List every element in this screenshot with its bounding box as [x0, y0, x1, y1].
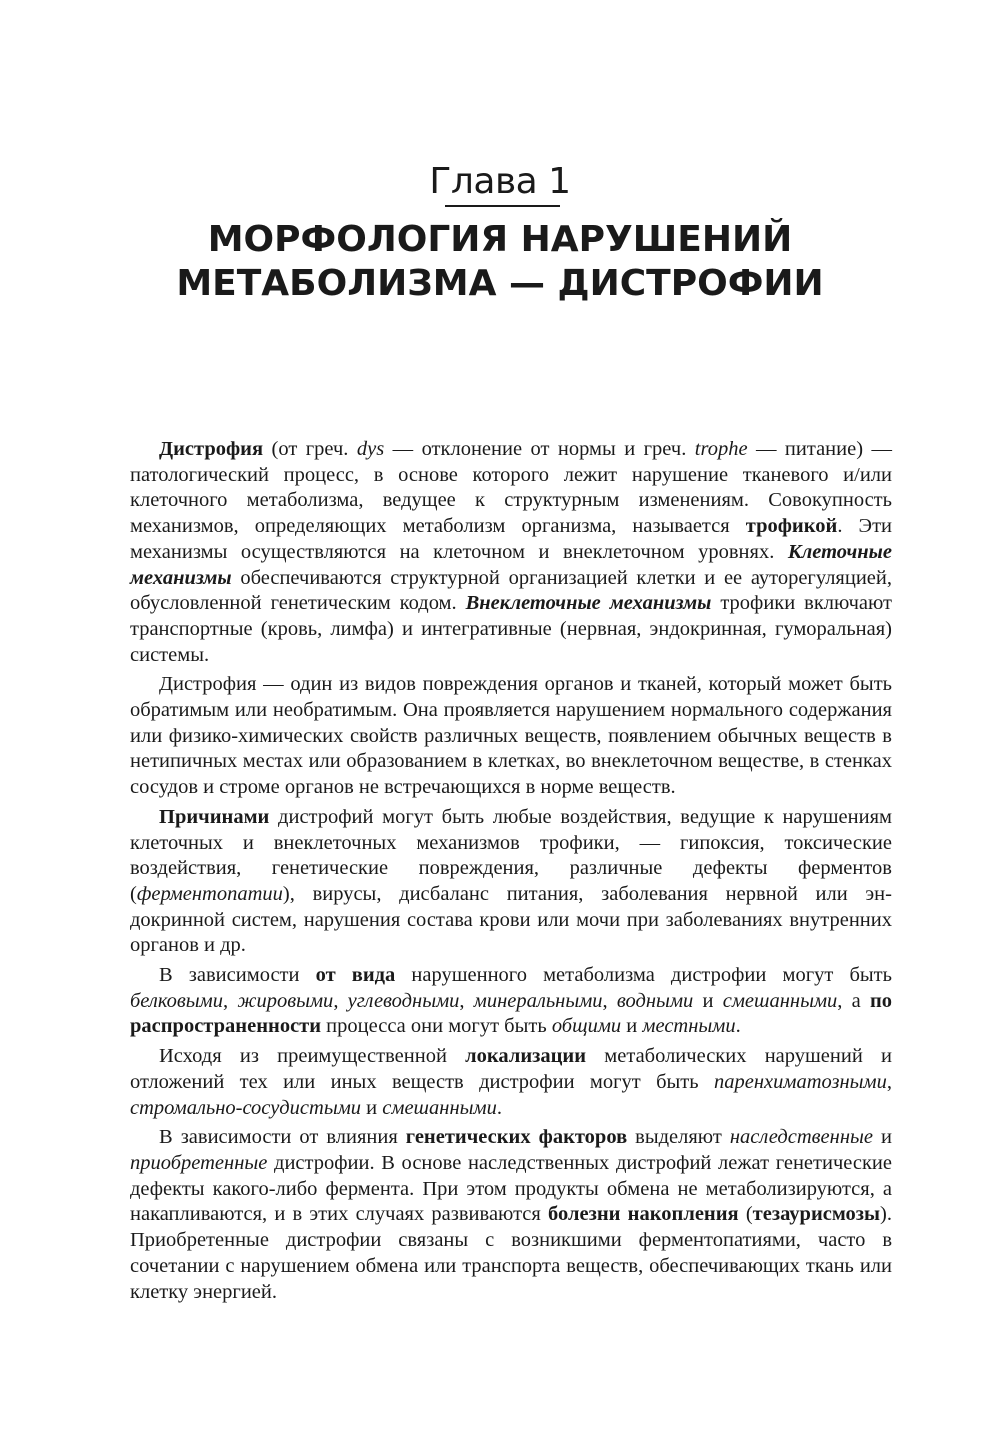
- text-run: (: [738, 1203, 753, 1226]
- emphasis-text: генетических факторов: [405, 1126, 628, 1149]
- text-run: Дистрофия — один из видов повреждения органов и тканей, который может быть обратимым или необратимым. Она проявляется нарушением нормального содержания или физико-химических свойств различных веществ, появлением обычных веществ в нетипичных местах или образованием в клетках, во внеклеточном веществе, в стенках сосудов и строме органов не встречающихся в норме веществ.: [130, 673, 892, 799]
- paragraph: [130, 963, 892, 1040]
- emphasis-text: водными: [616, 989, 694, 1012]
- text-run: ,: [886, 1070, 892, 1093]
- chapter-underline: [445, 205, 560, 207]
- text-run: ,: [223, 989, 238, 1012]
- emphasis-text: тезаурисмозы: [752, 1203, 881, 1226]
- emphasis-text: dys: [356, 438, 385, 460]
- chapter-title-line: МЕТАБОЛИЗМА — ДИСТРОФИИ: [176, 263, 824, 304]
- text-run: ,: [333, 989, 348, 1012]
- emphasis-text: Дистрофия: [159, 438, 264, 460]
- emphasis-text: приобретенные: [130, 1151, 268, 1174]
- emphasis-text: трофикой: [745, 515, 838, 538]
- text-run: .: [496, 1096, 502, 1119]
- paragraph: [130, 437, 892, 668]
- body-text: [130, 437, 892, 1309]
- text-run: ). Приобретенные дистрофии связаны с возникшими ферментопатиями, часто в сочетании с нарушением обмена или транспорта веществ, обеспечивающих ткань или клетку энергией.: [130, 1203, 892, 1303]
- text-run: метаболических нарушений и отложений тех или иных веществ дистрофии могут быть: [130, 1045, 892, 1093]
- text-run: и: [621, 1015, 643, 1038]
- paragraph: [130, 1125, 892, 1305]
- emphasis-text: минеральными: [473, 989, 603, 1012]
- chapter-title: [0, 218, 1000, 306]
- emphasis-text: белковыми: [130, 989, 224, 1012]
- paragraph: [130, 805, 892, 959]
- text-run: обеспечиваются структурной организацией клетки и ее ауторегуляцией, обусловленной генетическим кодом.: [130, 566, 892, 615]
- chapter-title-line: МОРФОЛОГИЯ НАРУШЕНИЙ: [207, 219, 793, 260]
- emphasis-text: локализации: [465, 1045, 587, 1068]
- paragraph: [130, 1044, 892, 1121]
- text-run: — питание) — патологический процесс, в основе которого лежит нарушение тканевого и/или клеточного метаболизма, ведущее к структурным изменениям. Совокупность механизмов, определяющих метаболизм организма, называется: [130, 438, 892, 538]
- text-run: дистрофии. В основе наследственных дистрофий лежат генетические дефекты какого-либо фермента. При этом продукты обмена не метаболизируются, а накапливаются, и в этих случаях развиваются: [130, 1151, 892, 1226]
- text-run: процесса они могут быть: [321, 1015, 552, 1038]
- text-run: и: [361, 1096, 383, 1119]
- text-run: дистрофий могут быть любые воздействия, ведущие к нарушениям клеточных и внеклеточных механизмов трофики, — гипоксия, токсические воздействия, генетические повреждения, различные дефекты ферментов (: [130, 805, 892, 905]
- emphasis-text: наследственные: [729, 1126, 873, 1149]
- text-run: нарушенного метаболизма дистрофии могут быть: [395, 964, 892, 987]
- text-run: .: [735, 1015, 741, 1038]
- text-run: выделяют: [627, 1126, 730, 1149]
- text-run: В зависимости от влияния: [159, 1126, 406, 1149]
- text-run: Исходя из преимущественной: [159, 1045, 466, 1068]
- emphasis-text: болезни накопления: [548, 1203, 739, 1226]
- text-run: В зависимости: [159, 964, 316, 987]
- emphasis-text: углеводными: [347, 989, 460, 1012]
- emphasis-text: ферментопатии: [136, 882, 283, 905]
- emphasis-text: смешанными: [382, 1096, 497, 1119]
- chapter-label: Глава 1: [429, 161, 571, 202]
- emphasis-text: Клеточные механизмы: [130, 540, 892, 589]
- text-run: — отклонение от нормы и греч.: [384, 438, 695, 460]
- text-run: (от греч.: [263, 438, 357, 460]
- text-run: ), вирусы, дисбаланс питания, заболевания нервной или эндокринной систем, нарушения состава крови или мочи при заболеваниях внутренних органов и др.: [130, 882, 892, 957]
- emphasis-text: от вида: [315, 964, 396, 987]
- emphasis-text: trophe: [694, 438, 748, 460]
- text-run: ,: [602, 989, 617, 1012]
- emphasis-text: стромально-сосудистыми: [130, 1096, 362, 1119]
- text-run: ,: [459, 989, 474, 1012]
- text-run: трофики включают транспортные (кровь, лимфа) и интегративные (нервная, эндокринная, гуморальная) системы.: [130, 592, 892, 666]
- emphasis-text: Причинами: [159, 805, 270, 828]
- text-run: , а: [837, 989, 870, 1012]
- emphasis-text: смешанными: [722, 989, 838, 1012]
- emphasis-text: по распространенности: [130, 989, 893, 1038]
- emphasis-text: паренхиматозными: [714, 1070, 887, 1093]
- text-run: и: [693, 989, 723, 1012]
- text-run: . Эти механизмы осуществляются на клеточном и внеклеточном уровнях.: [130, 515, 892, 563]
- emphasis-text: общими: [551, 1015, 622, 1038]
- emphasis-text: Внеклеточные механизмы: [465, 592, 712, 615]
- paragraph: [130, 672, 892, 801]
- emphasis-text: местными: [642, 1015, 736, 1038]
- text-run: и: [872, 1126, 892, 1149]
- emphasis-text: жировыми: [237, 989, 334, 1012]
